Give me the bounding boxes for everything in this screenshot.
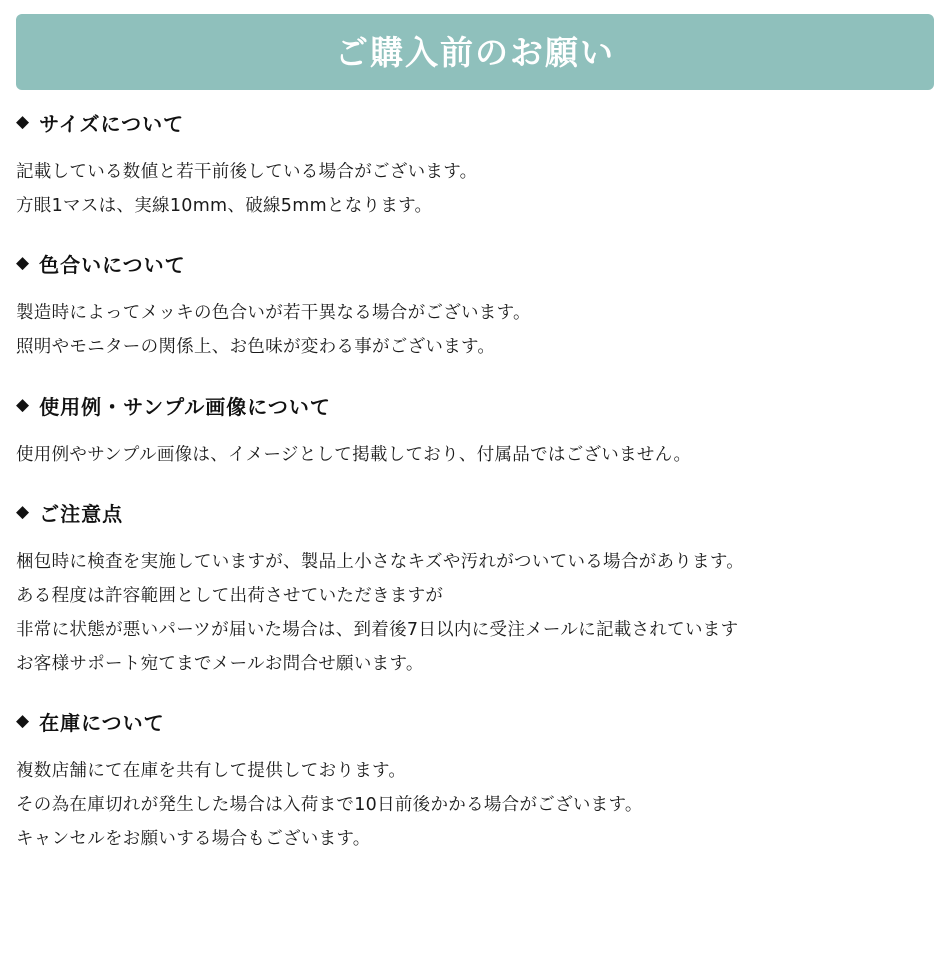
section-stock — [16, 707, 934, 856]
section-heading-label: 在庫について — [39, 711, 165, 736]
section-text-line: 複数店舗にて在庫を共有して提供しております。 — [16, 761, 407, 782]
section-text-line: 記載している数値と若干前後している場合がございます。 — [16, 162, 478, 182]
section-text-line: 照明やモニターの関係上、お色味が変わる事がございます。 — [16, 337, 496, 358]
diamond-icon: ◆ — [16, 501, 31, 522]
section-heading — [16, 498, 934, 527]
diamond-icon: ◆ — [16, 394, 31, 415]
section-heading — [16, 391, 934, 420]
section-text-line: 方眼1マスは、実線10mm、破線5mmとなります。 — [16, 196, 433, 217]
diamond-icon: ◆ — [16, 711, 31, 732]
page-banner — [16, 14, 934, 90]
section-text-line: その為在庫切れが発生した場合は入荷まで10日前後かかる場合がございます。 — [16, 795, 643, 816]
page-title: ご購入前のお願い — [335, 32, 615, 72]
section-heading — [16, 108, 934, 137]
section-heading-label: サイズについて — [39, 112, 185, 136]
section-text-line: お客様サポート宛てまでメールお問合せ願います。 — [16, 654, 424, 674]
document-page — [0, 14, 950, 964]
section-text-line: 非常に状態が悪いパーツが届いた場合は、到着後7日以内に受注メールに記載されています — [16, 619, 739, 640]
diamond-icon: ◆ — [16, 253, 31, 274]
section-color — [16, 249, 934, 364]
section-size — [16, 108, 934, 223]
section-text-line: キャンセルをお願いする場合もございます。 — [16, 829, 371, 850]
section-text-line: ある程度は許容範囲として出荷させていただきますが — [16, 585, 444, 606]
section-sample-image — [16, 391, 934, 472]
section-heading-label: 色合いについて — [39, 253, 186, 278]
section-text-line: 梱包時に検査を実施していますが、製品上小さなキズや汚れがついている場合があります。 — [16, 551, 745, 572]
section-text-line: 製造時によってメッキの色合いが若干異なる場合がございます。 — [16, 303, 531, 324]
section-text-line: 使用例やサンプル画像は、イメージとして掲載しており、付属品ではございません。 — [16, 444, 692, 465]
section-heading-label: ご注意点 — [39, 501, 124, 526]
section-heading-label: 使用例・サンプル画像について — [39, 394, 331, 419]
section-heading — [16, 707, 934, 736]
section-heading — [16, 249, 934, 278]
section-notes — [16, 498, 934, 682]
diamond-icon: ◆ — [16, 112, 31, 132]
document-body — [0, 108, 950, 857]
